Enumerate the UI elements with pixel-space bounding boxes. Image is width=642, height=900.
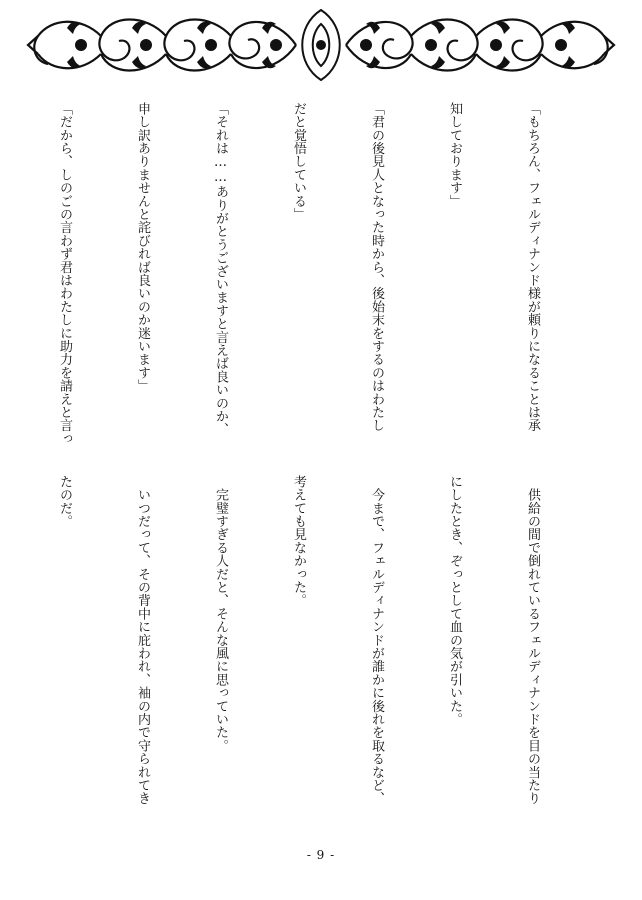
text-line: 完璧すぎる人だと、そんな風に思っていた。 xyxy=(213,475,228,753)
lower-text-block xyxy=(0,475,597,825)
text-line: いつだって、その背中に庇われ、袖の内で守られてき xyxy=(135,475,150,805)
decorative-header-ornament xyxy=(26,6,616,84)
text-line: 「君の後見人となった時から、後始末をするのはわたし xyxy=(369,102,384,432)
text-line: だと覚悟している」 xyxy=(291,102,306,221)
text-line: にしたとき、ぞっとして血の気が引いた。 xyxy=(447,475,462,726)
text-line: 「それは……ありがとうございますと言えば良いのか、 xyxy=(213,102,228,436)
text-line: 申し訳ありませんと詫びれば良いのか迷います」 xyxy=(135,102,150,393)
page-number: - 9 - xyxy=(306,848,336,862)
text-line: 「だから、しのごの言わず君はわたしに助力を請えと言っ xyxy=(57,102,72,446)
text-line: 「もちろん、フェルディナンド様が頼りになることは承 xyxy=(525,102,540,432)
text-line: 供給の間で倒れているフェルディナンドを目の当たり xyxy=(525,475,540,805)
text-line: たのだ。 xyxy=(57,475,72,528)
text-line: 今まで、フェルディナンドが誰かに後れを取るなど、 xyxy=(369,475,384,805)
upper-text-block xyxy=(0,102,597,452)
text-line: 知しております」 xyxy=(447,102,462,208)
text-line: 考えても見なかった。 xyxy=(291,475,306,607)
